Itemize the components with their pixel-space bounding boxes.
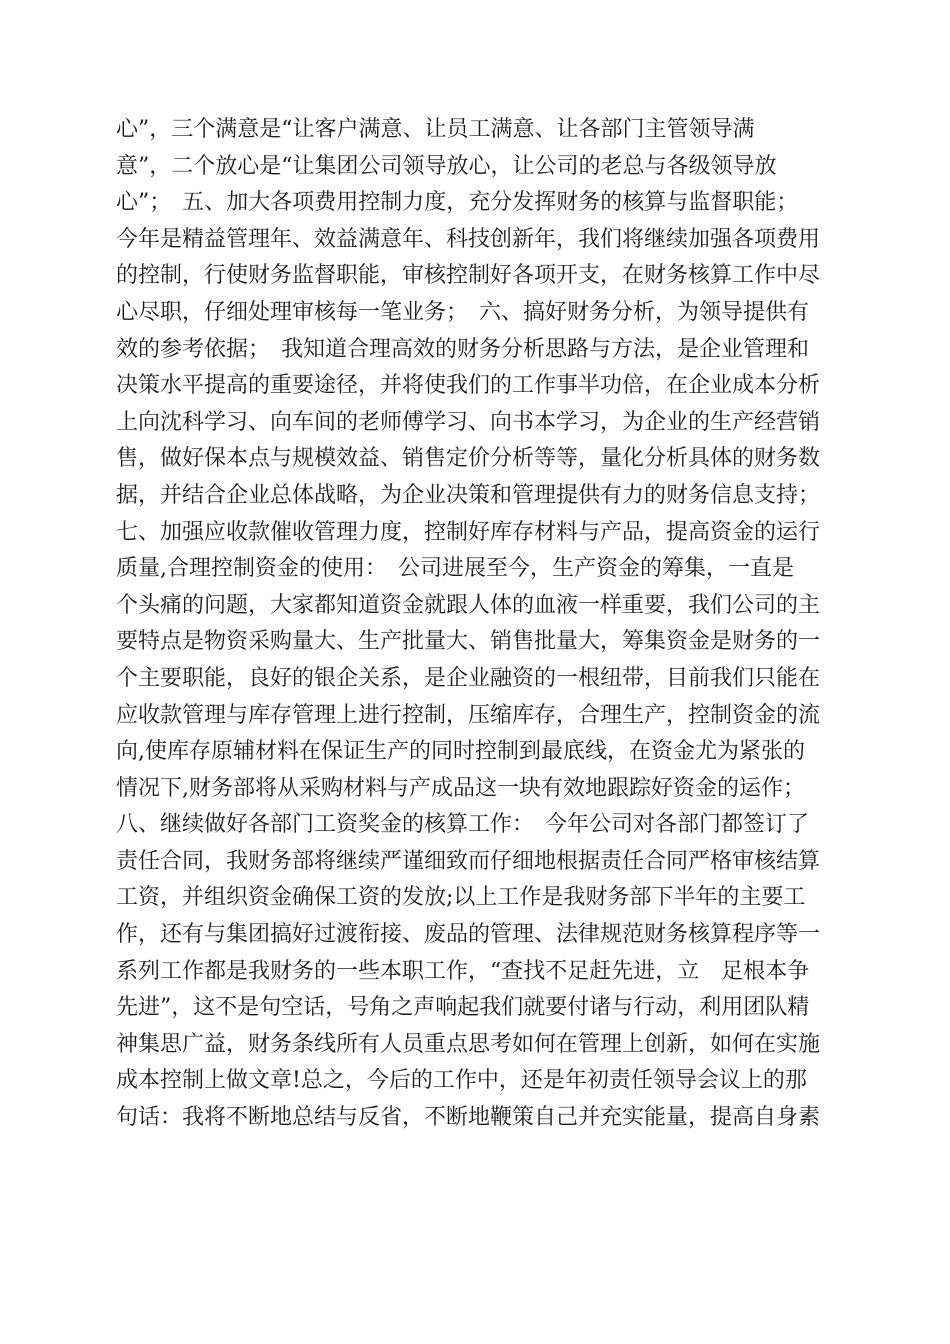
text-line: 个头痛的问题，大家都知道资金就跟人体的血液一样重要，我们公司的主 — [116, 592, 821, 618]
text-line: 质量,合理控制资金的使用： 公司进展至今，生产资金的筹集，一直是 — [116, 556, 794, 582]
text-line: 七、加强应收款催收管理力度，控制好库存材料与产品，提高资金的运行 — [116, 519, 821, 545]
text-line: 心”，三个满意是“让客户满意、让员工满意、让各部门主管领导满 — [116, 117, 755, 142]
text-line: 作，还有与集团搞好过渡衔接、废品的管理、法律规范财务核算程序等一 — [116, 922, 821, 948]
text-line: 神集思广益，财务条线所有人员重点思考如何在管理上创新，如何在实施 — [116, 1031, 821, 1057]
text-line: 据，并结合企业总体战略，为企业决策和管理提供有力的财务信息支持； — [116, 482, 821, 508]
text-line: 效的参考依据； 我知道合理高效的财务分析思路与方法，是企业管理和 — [116, 336, 810, 362]
text-line: 个主要职能，良好的银企关系，是企业融资的一根纽带，目前我们只能在 — [116, 665, 821, 691]
text-line: 情况下,财务部将从采购材料与产成品这一块有效地跟踪好资金的运作； — [116, 775, 805, 801]
text-line: 上向沈科学习、向车间的老师傅学习、向书本学习，为企业的生产经营销 — [116, 409, 821, 435]
text-line: 责任合同，我财务部将继续严谨细致而仔细地根据责任合同严格审核结算 — [116, 848, 821, 874]
body-text — [116, 112, 836, 1137]
text-line: 要特点是物资采购量大、生产批量大、销售批量大，筹集资金是财务的一 — [116, 629, 821, 655]
text-line: 心”； 五、加大各项费用控制力度，充分发挥财务的核算与监督职能； — [116, 190, 799, 216]
text-line: 心尽职，仔细处理审核每一笔业务； 六、搞好财务分析，为领导提供有 — [116, 299, 810, 325]
text-line: 的控制，行使财务监督职能，审核控制好各项开支，在财务核算工作中尽 — [116, 263, 821, 289]
text-line: 意”，二个放心是“让集团公司领导放心，让公司的老总与各级领导放 — [116, 153, 777, 179]
text-line: 售，做好保本点与规模效益、销售定价分析等等，量化分析具体的财务数 — [116, 446, 821, 472]
text-line: 句话：我将不断地总结与反省，不断地鞭策自己并充实能量，提高自身素 — [116, 1105, 821, 1131]
text-line: 工资，并组织资金确保工资的发放;以上工作是我财务部下半年的主要工 — [116, 885, 806, 911]
text-line: 成本控制上做文章!总之，今后的工作中，还是年初责任领导会议上的那 — [116, 1068, 807, 1094]
text-line: 今年是精益管理年、效益满意年、科技创新年，我们将继续加强各项费用 — [116, 226, 821, 252]
text-line: 先进”，这不是句空话，号角之声响起我们就要付诸与行动，利用团队精 — [116, 995, 810, 1021]
text-line: 应收款管理与库存管理上进行控制，压缩库存，合理生产，控制资金的流 — [116, 702, 821, 728]
text-line: 向,使库存原辅材料在保证生产的同时控制到最底线，在资金尤为紧张的 — [116, 739, 805, 765]
text-line: 系列工作都是我财务的一些本职工作，“查找不足赶先进，立 足根本争 — [116, 958, 810, 984]
text-line: 八、继续做好各部门工资奖金的核算工作： 今年公司对各部门都签订了 — [116, 812, 810, 838]
text-line: 决策水平提高的重要途径，并将使我们的工作事半功倍，在企业成本分析 — [116, 373, 821, 399]
